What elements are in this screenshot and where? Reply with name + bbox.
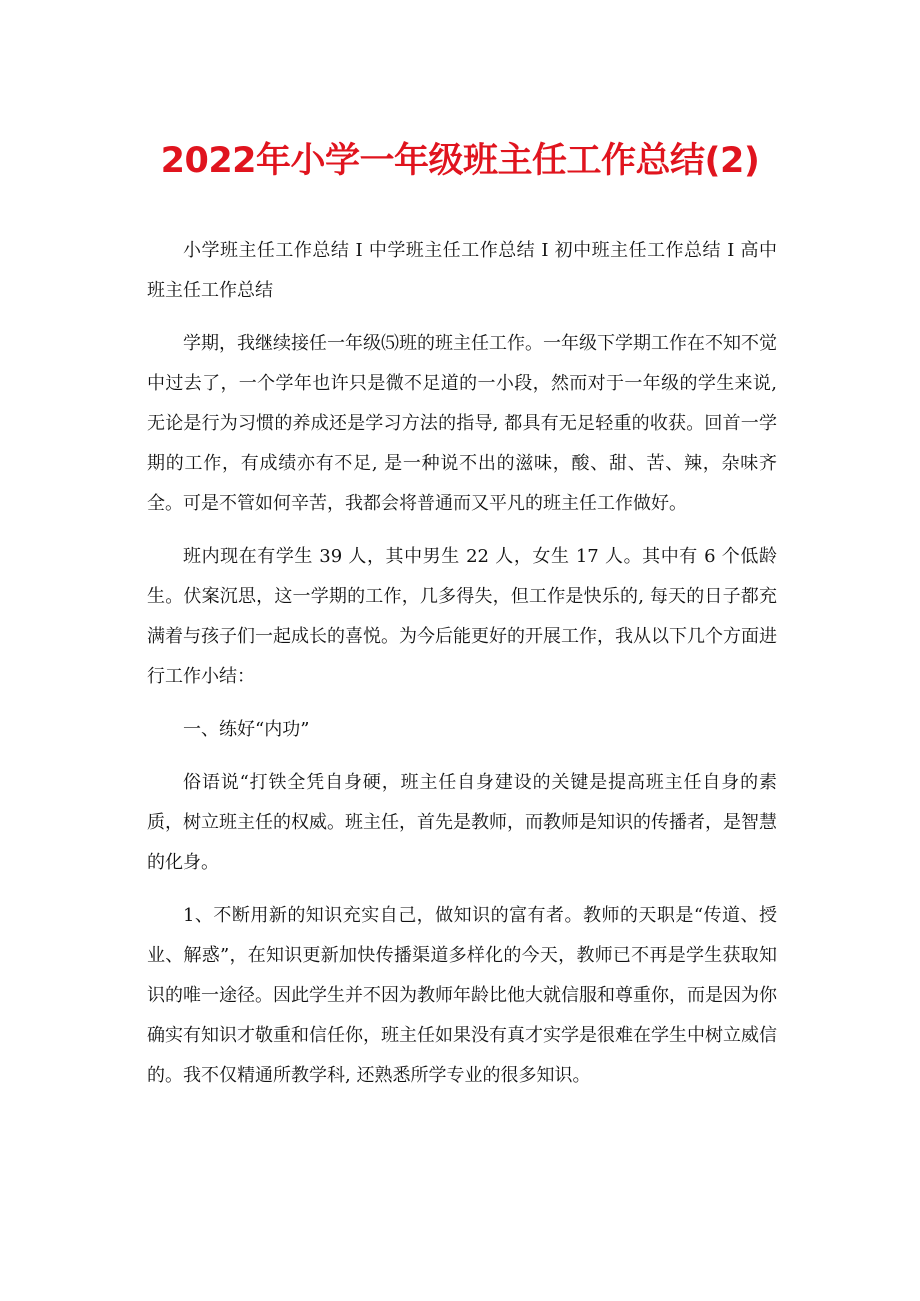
document-body [147, 231, 777, 1109]
paragraph-intro: 学期，我继续接任一年级⑸班的班主任工作。一年级下学期工作在不知不觉中过去了，一个学年也许只是微不足道的一小段，然而对于一年级的学生来说,无论是行为习惯的养成还是学习方法的指导, 都具有无足轻重的收获。回首一学期的工作，有成绩亦有不足, 是一种说不出的滋味，酸、甜、苦、辣，杂味齐全。可是不管如何辛苦，我都会将普通而又平凡的班主任工作做好。 [147, 333, 777, 514]
paragraph-knowledge: 1、不断用新的知识充实自己，做知识的富有者。教师的天职是“传道、授业、解惑”，在知识更新加快传播渠道多样化的今天，教师已不再是学生获取知识的唯一途径。因此学生并不因为教师年龄比他大就信服和尊重你，而是因为你确实有知识才敬重和信任你，班主任如果没有真才实学是很难在学生中树立威信的。我不仅精通所教学科, 还熟悉所学专业的很多知识。 [147, 905, 777, 1086]
document-title: 2022年小学一年级班主任工作总结(2) [160, 141, 760, 181]
paragraph-links-line: 小学班主任工作总结 I 中学班主任工作总结 I 初中班主任工作总结 I 高中班主任工作总结 [147, 240, 777, 301]
paragraph-self-building: 俗语说“打铁全凭自身硬，班主任自身建设的关键是提高班主任自身的素质，树立班主任的权威。班主任，首先是教师，而教师是知识的传播者，是智慧的化身。 [147, 772, 777, 873]
section-heading: 一、练好“内功” [183, 719, 310, 740]
paragraph-class-stats: 班内现在有学生 39 人，其中男生 22 人，女生 17 人。其中有 6 个低龄生。伏案沉思，这一学期的工作，几多得失，但工作是快乐的, 每天的日子都充满着与孩子们一起成长的喜悦。为今后能更好的开展工作，我从以下几个方面进行工作小结： [147, 546, 777, 687]
